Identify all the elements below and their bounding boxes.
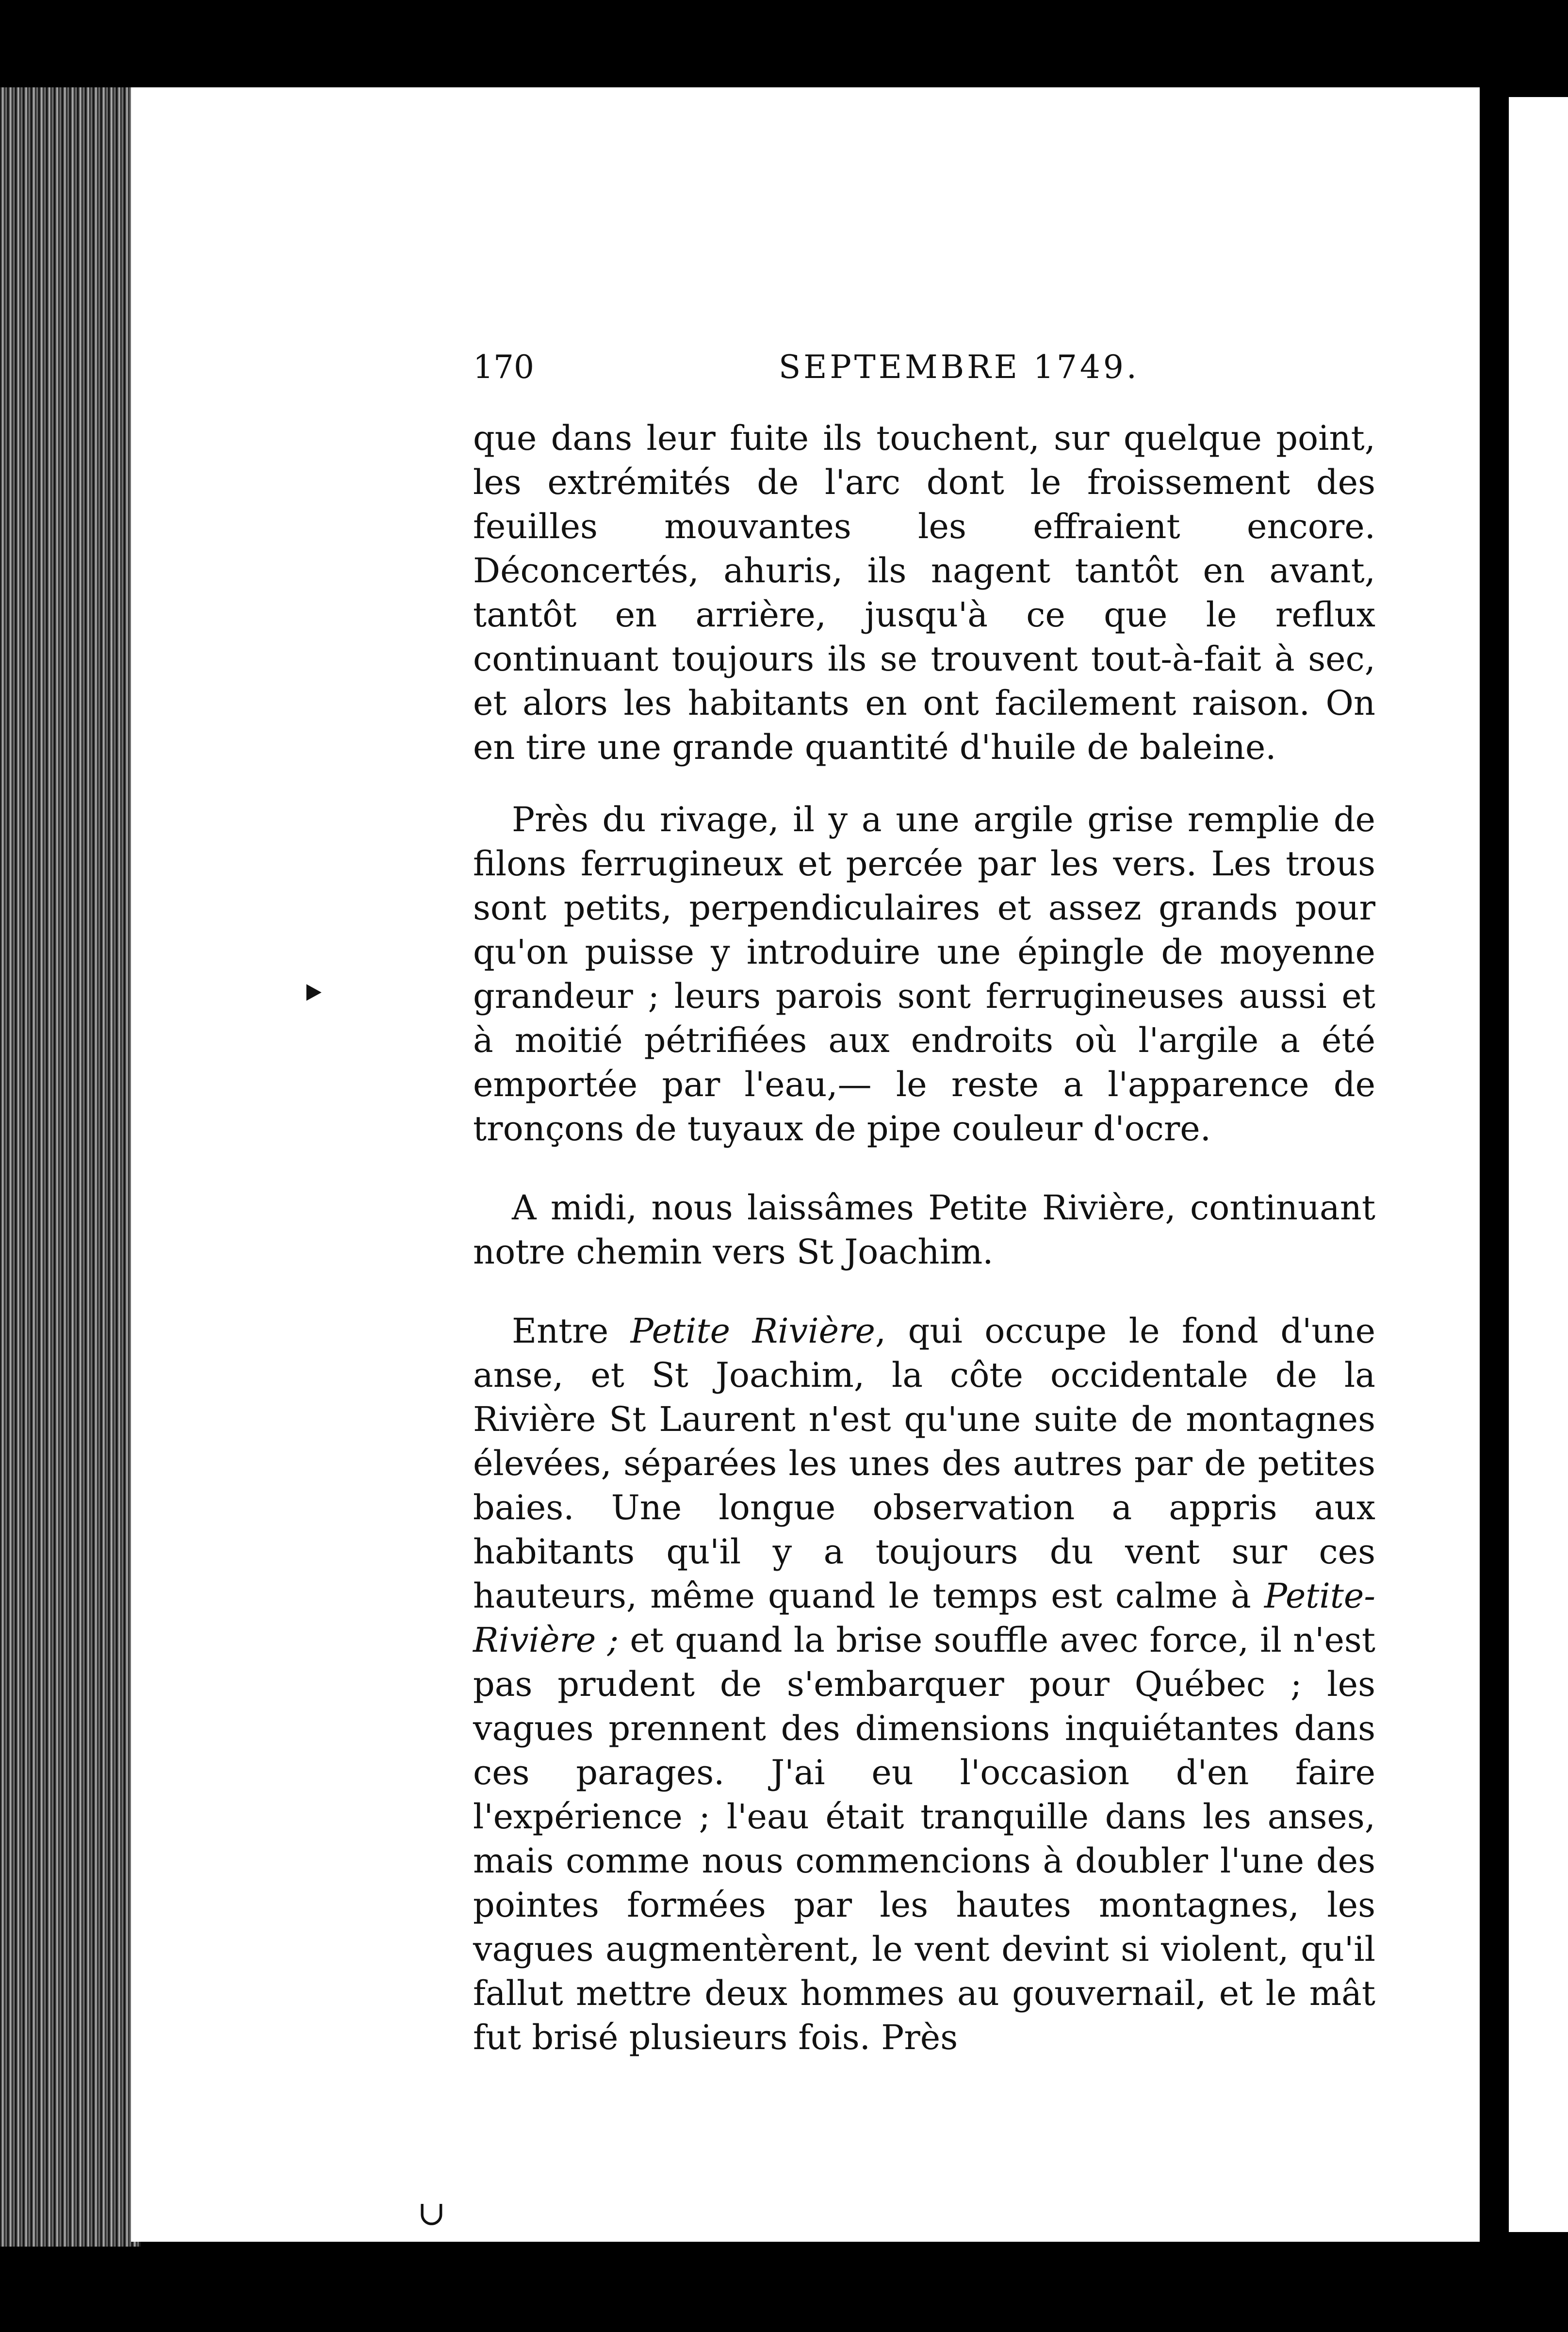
page-number: 170 <box>473 348 534 386</box>
paragraph-4-text-2: , qui occupe le fond d'une anse, et St Joachim, la côte occidentale de la Rivière St Laurent n'est qu'une suite de montagnes élevées, séparées les unes des autres par de petites baies. Une longue observation a appris aux habitants qu'il y a toujours du vent sur ces hauteurs, même quand le temps est calme à <box>473 1311 1376 1616</box>
paragraph-4-italic-1: Petite Rivière <box>630 1311 875 1351</box>
paragraph-1: que dans leur fuite ils touchent, sur quelque point, les extrémités de l'arc dont le froissement des feuilles mouvantes les effraient encore. Déconcertés, ahuris, ils nagent tantôt en avant, tantôt en arrière, jusqu'à ce que le reflux continuant toujours ils se trouvent tout-à-fait à sec, et alors les habitants en ont facilement raison. On en tire une grande quantité d'huile de baleine. <box>473 418 1375 767</box>
page-body <box>473 416 1375 2060</box>
paragraph-2: Près du rivage, il y a une argile grise remplie de filons ferrugineux et percée par les vers. Les trous sont petits, perpendiculaires et assez grands pour qu'on puisse y introduire une épingle de moyenne grandeur ; leurs parois sont ferrugineuses aussi et à moitié pétrifiées aux endroits où l'argile a été emportée par l'eau,— le reste a l'apparence de tronçons de tuyaux de pipe couleur d'ocre. <box>473 800 1375 1149</box>
stray-mark-2: ∪ <box>417 2193 446 2233</box>
scan-right-gap <box>1480 87 1509 2242</box>
paragraph-3: A midi, nous laissâmes Petite Rivière, continuant notre chemin vers St Joachim. <box>473 1188 1375 1272</box>
scan-left-edge <box>0 87 141 2247</box>
page-header <box>473 348 1385 387</box>
paragraph-4 <box>473 1309 1375 2060</box>
paragraph-4-text-1: Entre <box>512 1311 631 1351</box>
running-title: SEPTEMBRE 1749. <box>779 348 1140 386</box>
next-page-edge <box>1509 97 1568 2232</box>
paragraph-4-text-3: et quand la brise souffle avec force, il n'est pas prudent de s'embarquer pour Québec ; les vagues prennent des dimensions inquiétantes dans ces parages. J'ai eu l'occasion d'en faire l'expérience ; l'eau était tranquille dans les anses, mais comme nous commencions à doubler l'une des pointes formées par les hautes montagnes, les vagues augmentèrent, le vent devint si violent, qu'il fallut mettre deux hommes au gouvernail, et le mât fut brisé plusieurs fois. Près <box>473 1620 1375 2057</box>
paragraph-4-italic-2: Petite-Rivière ; <box>473 1576 1375 1660</box>
stray-mark-1: ‣ <box>301 970 326 1016</box>
